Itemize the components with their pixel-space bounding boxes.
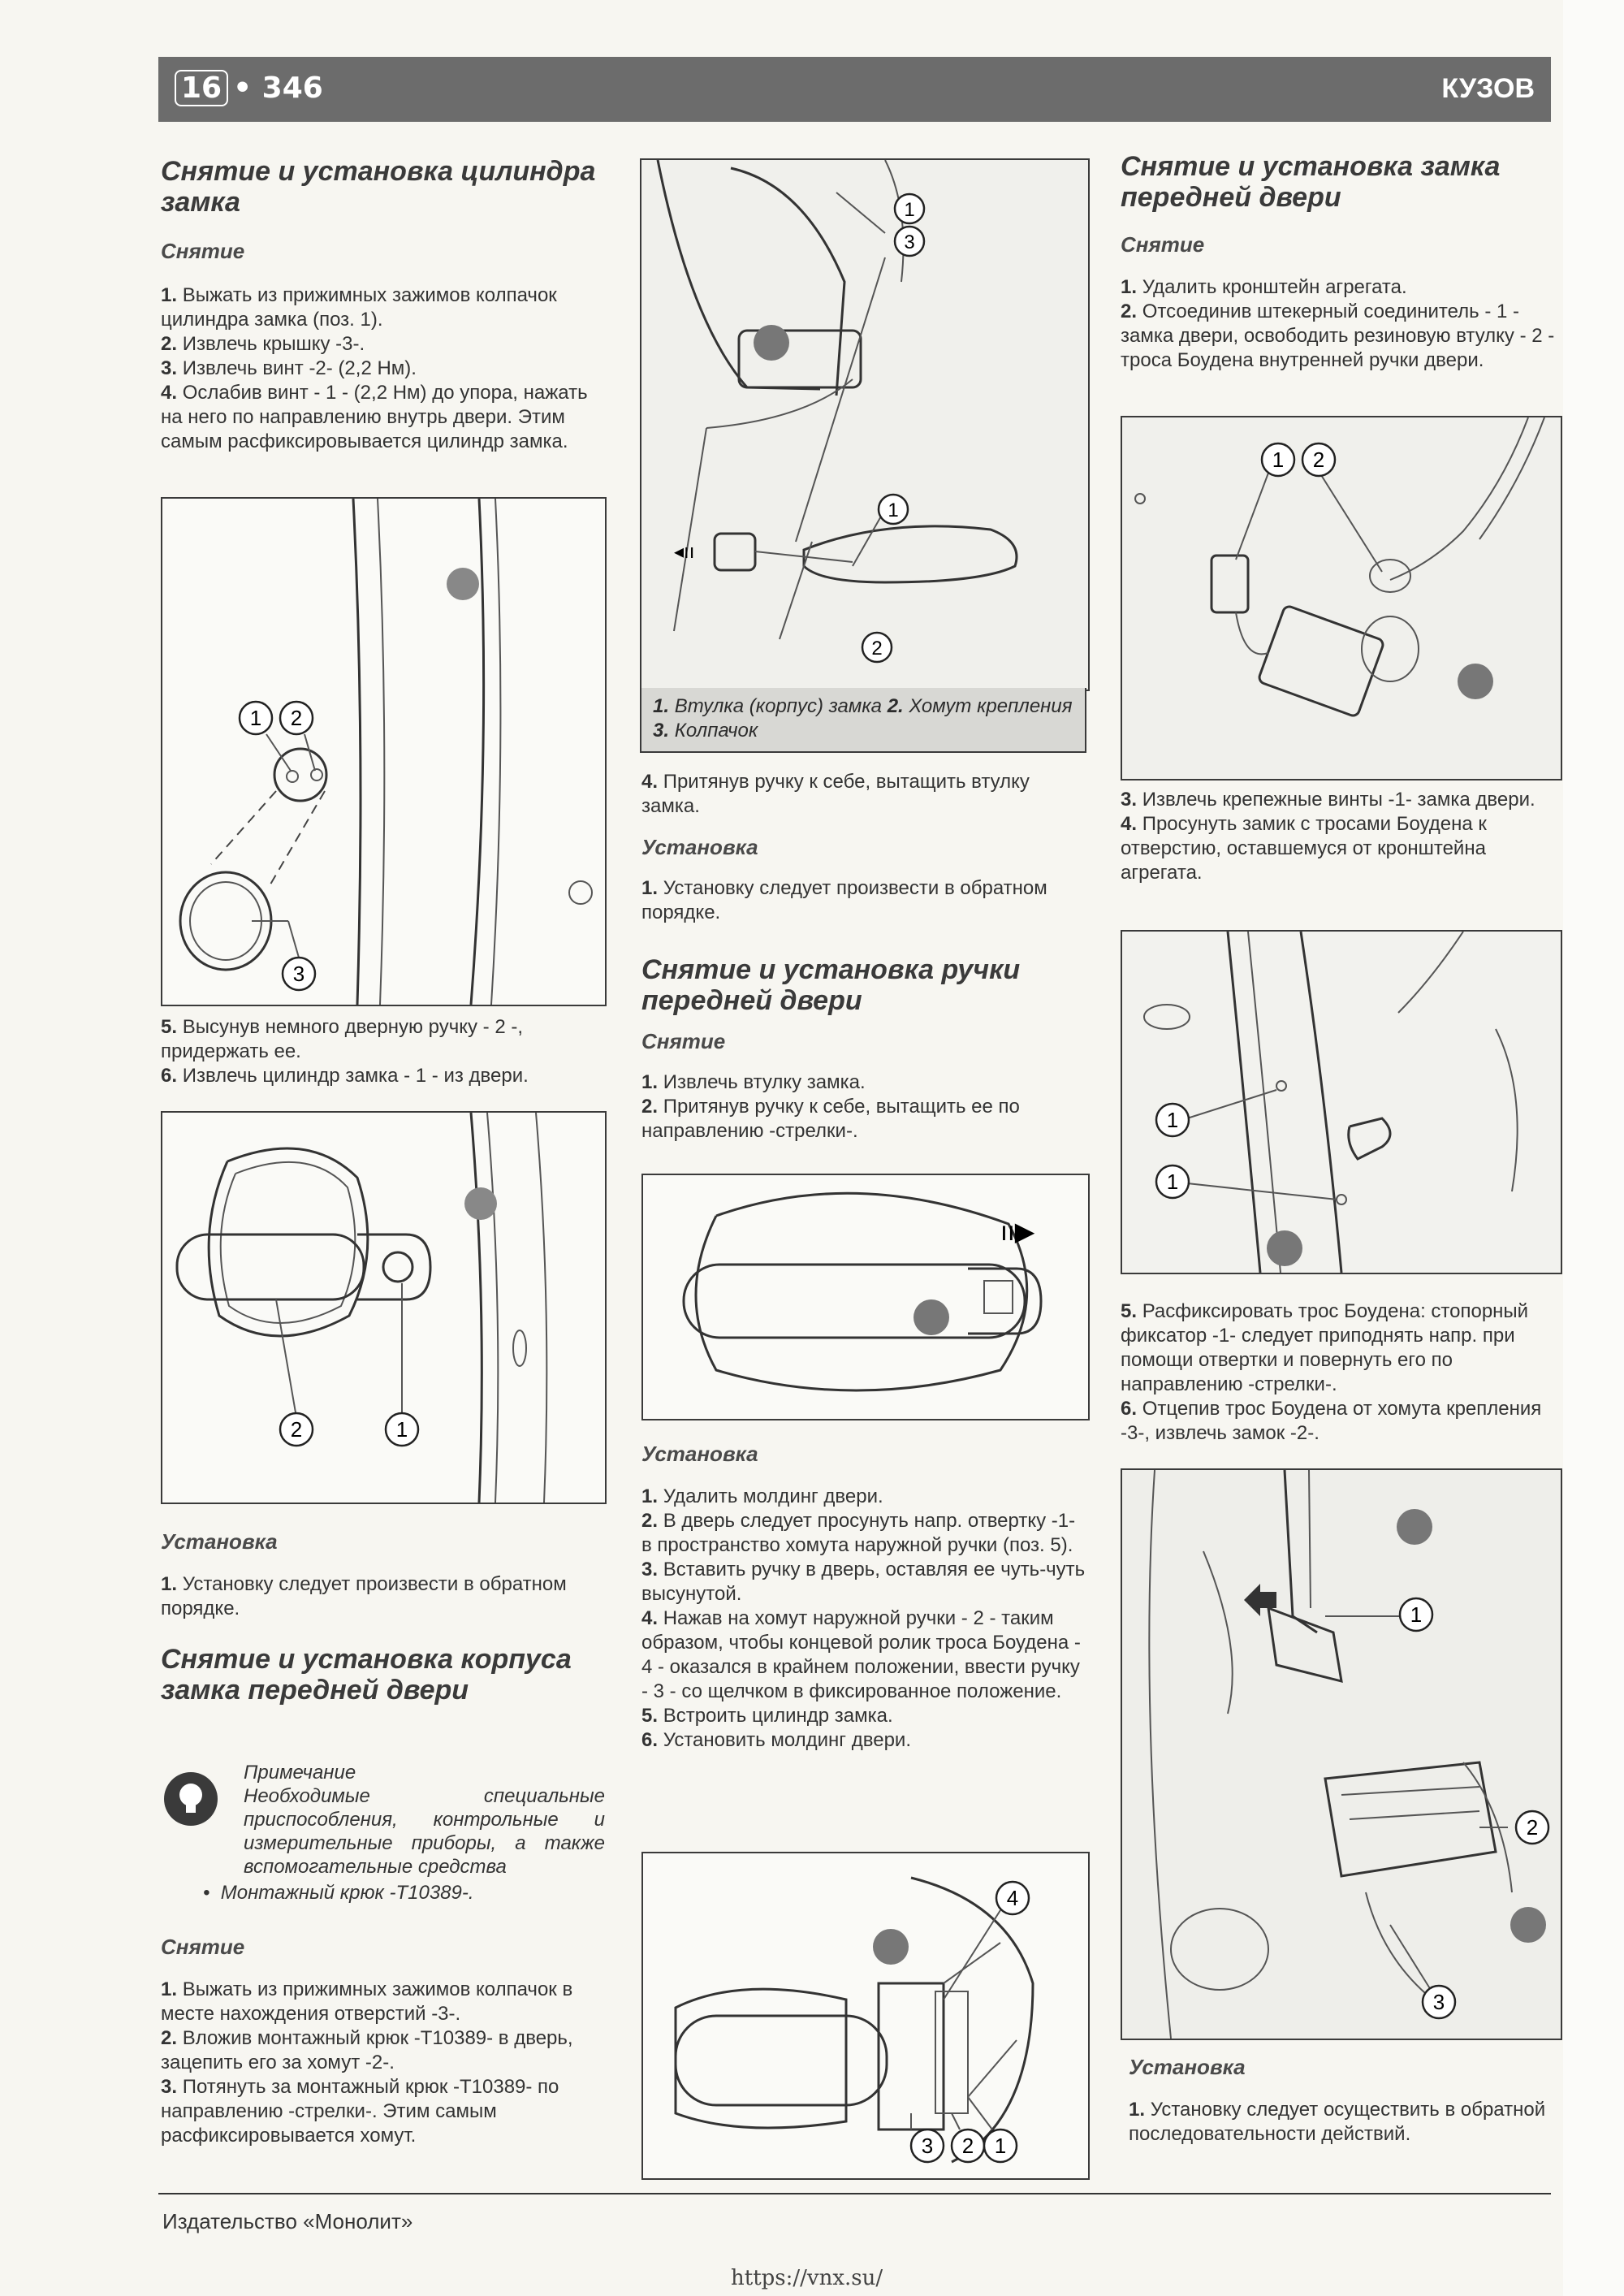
- heading-lock-cylinder: Снятие и установка цилиндра замка: [161, 156, 596, 218]
- step: 1. Удалить молдинг двери.: [641, 1485, 883, 1507]
- subheading-removal: Снятие: [641, 1029, 726, 1053]
- step: 2. Вложив монтажный крюк -T10389- в дверь, зацепить его за хомут -2-.: [161, 2027, 573, 2073]
- figure-lock-cylinder: [161, 497, 607, 1006]
- callout-3: 3: [921, 2134, 934, 2158]
- step: 4. Ослабив винт - 1 - (2,2 Нм) до упора, нажать на него по направлению внутрь двери. Этим самым расфиксировывается цилиндр замка.: [161, 382, 588, 452]
- callout-4: 4: [1006, 1886, 1019, 1910]
- step: 1. Установку следует произвести в обратном порядке.: [641, 877, 1047, 923]
- steps-list: [641, 1485, 1086, 1753]
- chapter-number: 16: [175, 70, 228, 106]
- subheading-removal: Снятие: [1121, 232, 1205, 257]
- figure-door-handle-cylinder: [161, 1111, 607, 1504]
- page-header: [158, 57, 1551, 122]
- figure-lock-sleeve: [640, 158, 1090, 691]
- step: 5. Расфиксировать трос Боудена: стопорный фиксатор -1- следует приподнять напр. при помощи отвертки и повернуть его по направлению -стрелки-.: [1121, 1300, 1529, 1395]
- step: 3. Извлечь винт -2- (2,2 Нм).: [161, 357, 417, 379]
- page-number-value: 346: [261, 71, 323, 105]
- figure-handle-install: [641, 1852, 1090, 2180]
- column-3-part-3: [1121, 1299, 1559, 1446]
- step: 2. Отсоединив штекерный соединитель - 1 - замка двери, освободить резиновую втулку - 2 - троса Боудена внутренней ручки двери.: [1121, 301, 1555, 371]
- callout-1: 1: [904, 199, 915, 221]
- callout-1: 1: [1272, 448, 1285, 472]
- step: 6. Установить молдинг двери.: [641, 1729, 911, 1751]
- footer-rule: [158, 2193, 1551, 2194]
- column-1: [161, 156, 603, 454]
- figure-drawing: [1122, 417, 1561, 779]
- step: 2. Притянув ручку к себе, вытащить ее по направлению -стрелки-.: [641, 1096, 1020, 1142]
- section-title: КУЗОВ: [1441, 73, 1535, 104]
- subheading-removal: Снятие: [161, 239, 245, 263]
- step: 6. Извлечь цилиндр замка - 1 - из двери.: [161, 1065, 529, 1087]
- step: 3. Извлечь крепежные винты -1- замка двери.: [1121, 789, 1535, 811]
- figure-lock-removal: [1121, 1468, 1562, 2040]
- figure-drawing: [643, 1853, 1088, 2178]
- page-edge: [1563, 0, 1624, 2296]
- figure-drawing: [162, 1113, 605, 1503]
- step: 2. В дверь следует просунуть напр. отвертку -1- в пространство хомута наружной ручки (поз. 5).: [641, 1510, 1076, 1556]
- step: 4. Притянув ручку к себе, вытащить втулку замка.: [641, 771, 1030, 817]
- figure-drawing: [1122, 1470, 1561, 2039]
- figure-drawing: [1122, 932, 1561, 1273]
- column-3-part-4: [1129, 2055, 1559, 2147]
- figure-handle-removal: [641, 1174, 1090, 1420]
- callout-1b: 1: [888, 499, 899, 521]
- subheading-install-2: Установка: [641, 1442, 758, 1466]
- column-1-part-2: [161, 1015, 603, 1088]
- callout-2: 2: [290, 1417, 303, 1442]
- callout-1b: 1: [1166, 1170, 1179, 1194]
- callout-2: 2: [290, 706, 303, 730]
- note-text: Необходимые специальные приспособления, контрольные и измерительные приборы, а также вспомогательные средства: [244, 1785, 605, 1878]
- step: 3. Вставить ручку в дверь, оставляя ее чуть-чуть высунутой.: [641, 1559, 1086, 1605]
- column-2-part-2: [641, 1442, 1086, 1753]
- publisher: Издательство «Монолит»: [162, 2209, 413, 2233]
- figure-lock-connector: [1121, 416, 1562, 780]
- arrow-left-icon: ◂ıı: [674, 540, 695, 563]
- steps-list: [641, 1070, 1086, 1144]
- callout-3: 3: [292, 962, 305, 986]
- column-3-part-2: [1121, 788, 1559, 885]
- arrow-right-icon: ıı▶: [1000, 1216, 1035, 1247]
- step: 5. Встроить цилиндр замка.: [641, 1705, 893, 1727]
- heading-door-handle: Снятие и установка ручки передней двери: [641, 954, 1021, 1016]
- step: 1. Установку следует осуществить в обратной последовательности действий.: [1129, 2099, 1546, 2145]
- figure-drawing: [162, 499, 605, 1005]
- step: 4. Нажав на хомут наружной ручки - 2 - таким образом, чтобы концевой ролик троса Боудена - 4 - оказался в крайнем положении, ввести ручку - 3 - со щелчком в фиксированное положение.: [641, 1607, 1081, 1702]
- callout-1a: 1: [1166, 1108, 1179, 1132]
- figure-caption: 1. Втулка (корпус) замка 2. Хомут крепления 3. Колпачок: [640, 688, 1086, 753]
- step: 2. Извлечь крышку -3-.: [161, 333, 365, 355]
- callout-2: 2: [1526, 1815, 1539, 1840]
- column-1-part-4: [161, 1935, 603, 2148]
- steps-list: [1121, 275, 1559, 373]
- subheading-removal-2: Снятие: [161, 1935, 245, 1959]
- step: 1. Выжать из прижимных зажимов колпачок в месте нахождения отверстий -3-.: [161, 1978, 573, 2025]
- figure-drawing: [643, 1175, 1088, 1419]
- subheading-install: Установка: [1129, 2055, 1246, 2079]
- steps-list: [161, 283, 603, 454]
- step: 1. Установку следует произвести в обратном порядке.: [161, 1573, 567, 1619]
- callout-3: 3: [904, 231, 915, 253]
- steps-list: [161, 1978, 603, 2148]
- column-3-part-1: [1121, 151, 1559, 373]
- subheading-install: Установка: [641, 835, 758, 859]
- subheading-install: Установка: [161, 1529, 278, 1554]
- callout-1: 1: [395, 1417, 408, 1442]
- callout-1: 1: [994, 2134, 1007, 2158]
- page-number: 16 • 346: [175, 70, 323, 106]
- step: 4. Просунуть замик с тросами Боудена к отверстию, оставшемуся от кронштейна агрегата.: [1121, 813, 1487, 884]
- callout-2: 2: [961, 2134, 974, 2158]
- source-link[interactable]: https://vnx.su/: [731, 2266, 883, 2290]
- step: 1. Удалить кронштейн агрегата.: [1121, 276, 1407, 298]
- step: 5. Высунув немного дверную ручку - 2 -, придержать ее.: [161, 1016, 524, 1062]
- callout-2: 2: [871, 638, 883, 659]
- heading-lock-housing: Снятие и установка корпуса замка передней двери: [161, 1644, 572, 1706]
- column-2-part-1: [641, 770, 1086, 1144]
- figure-drawing: [641, 160, 1088, 690]
- callout-3: 3: [1432, 1990, 1445, 2014]
- note-bulb-icon: [162, 1771, 219, 1827]
- note-title: Примечание: [244, 1762, 356, 1784]
- figure-lock-screws: [1121, 930, 1562, 1274]
- callout-2: 2: [1312, 448, 1325, 472]
- heading-front-door-lock: Снятие и установка замка передней двери: [1121, 151, 1501, 213]
- step: 1. Извлечь втулку замка.: [641, 1071, 866, 1093]
- column-1-part-3: [161, 1529, 603, 1706]
- step: 3. Потянуть за монтажный крюк -T10389- по направлению -стрелки-. Этим самым расфиксировывается хомут.: [161, 2076, 559, 2147]
- step: 1. Выжать из прижимных зажимов колпачок цилиндра замка (поз. 1).: [161, 284, 557, 331]
- note-item: • Монтажный крюк -T10389-.: [203, 1882, 474, 1904]
- callout-1: 1: [249, 706, 262, 730]
- callout-1: 1: [1410, 1602, 1423, 1627]
- step: 6. Отцепив трос Боудена от хомута крепления -3-, извлечь замок -2-.: [1121, 1398, 1542, 1444]
